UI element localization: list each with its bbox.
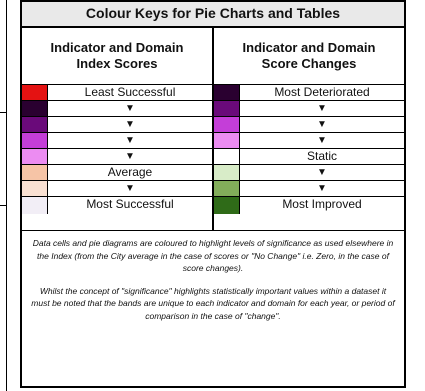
down-arrow-icon: ▼ <box>125 119 135 130</box>
key-row <box>22 165 212 181</box>
colour-swatch <box>22 197 48 214</box>
page-edge <box>0 0 7 391</box>
key-row <box>22 85 212 101</box>
down-arrow-icon: ▼ <box>317 183 327 194</box>
key-row <box>214 117 404 133</box>
colour-swatch <box>214 117 240 132</box>
key-row <box>214 85 404 101</box>
changes-key-rows <box>214 84 404 214</box>
key-columns <box>22 28 404 231</box>
changes-key-column <box>212 28 404 230</box>
colour-swatch <box>214 101 240 116</box>
key-label: Least Successful <box>84 85 176 99</box>
key-row <box>22 197 212 214</box>
colour-swatch <box>22 117 48 132</box>
scores-key-heading <box>22 28 212 84</box>
changes-heading-line2: Score Changes <box>261 56 357 71</box>
key-row <box>22 101 212 117</box>
down-arrow-icon: ▼ <box>125 135 135 146</box>
key-notes <box>22 231 404 322</box>
key-row <box>214 197 404 214</box>
notes-paragraph: Whilst the concept of "significance" highlights statistically important values within a dataset it must be noted that the bands are unique to each indicator and domain for each year, or period of comparison in the case of "change". <box>31 285 395 321</box>
colour-swatch <box>214 165 240 180</box>
down-arrow-icon: ▼ <box>317 167 327 178</box>
colour-swatch <box>22 165 48 180</box>
key-row <box>214 101 404 117</box>
panel-title: Colour Keys for Pie Charts and Tables <box>22 2 404 28</box>
scores-key-rows <box>22 84 212 214</box>
colour-swatch <box>214 197 240 214</box>
key-row <box>22 181 212 197</box>
key-row <box>22 117 212 133</box>
colour-swatch <box>22 181 48 196</box>
key-label: Average <box>107 165 153 179</box>
key-label: Most Deteriorated <box>274 85 370 99</box>
colour-swatch <box>214 133 240 148</box>
colour-swatch <box>22 133 48 148</box>
page-edge-tick <box>0 112 6 113</box>
key-label: Most Successful <box>86 197 174 211</box>
key-row <box>22 133 212 149</box>
key-row <box>22 149 212 165</box>
down-arrow-icon: ▼ <box>125 151 135 162</box>
colour-swatch <box>22 149 48 164</box>
key-label: Most Improved <box>282 197 362 211</box>
down-arrow-icon: ▼ <box>317 119 327 130</box>
colour-swatch <box>214 85 240 100</box>
colour-swatch <box>22 85 48 100</box>
key-label: Static <box>306 149 337 163</box>
down-arrow-icon: ▼ <box>317 135 327 146</box>
changes-key-heading <box>214 28 404 84</box>
colour-swatch <box>214 181 240 196</box>
key-row <box>214 133 404 149</box>
key-row <box>214 165 404 181</box>
colour-swatch <box>214 149 240 164</box>
page-edge-tick <box>0 205 6 206</box>
key-row <box>214 181 404 197</box>
notes-paragraph: Data cells and pie diagrams are coloured to highlight levels of significance as used elsewhere in the Index (from the City average in the case of scores or "No Change" i.e. Zero, in the case of score changes). <box>32 238 394 273</box>
changes-heading-line1: Indicator and Domain <box>242 40 376 55</box>
down-arrow-icon: ▼ <box>317 103 327 114</box>
scores-heading-line2: Index Scores <box>76 56 158 71</box>
colour-key-panel <box>20 0 406 388</box>
scores-key-column <box>22 28 212 230</box>
scores-heading-line1: Indicator and Domain <box>50 40 184 55</box>
key-row <box>214 149 404 165</box>
down-arrow-icon: ▼ <box>125 183 135 194</box>
down-arrow-icon: ▼ <box>125 103 135 114</box>
colour-swatch <box>22 101 48 116</box>
